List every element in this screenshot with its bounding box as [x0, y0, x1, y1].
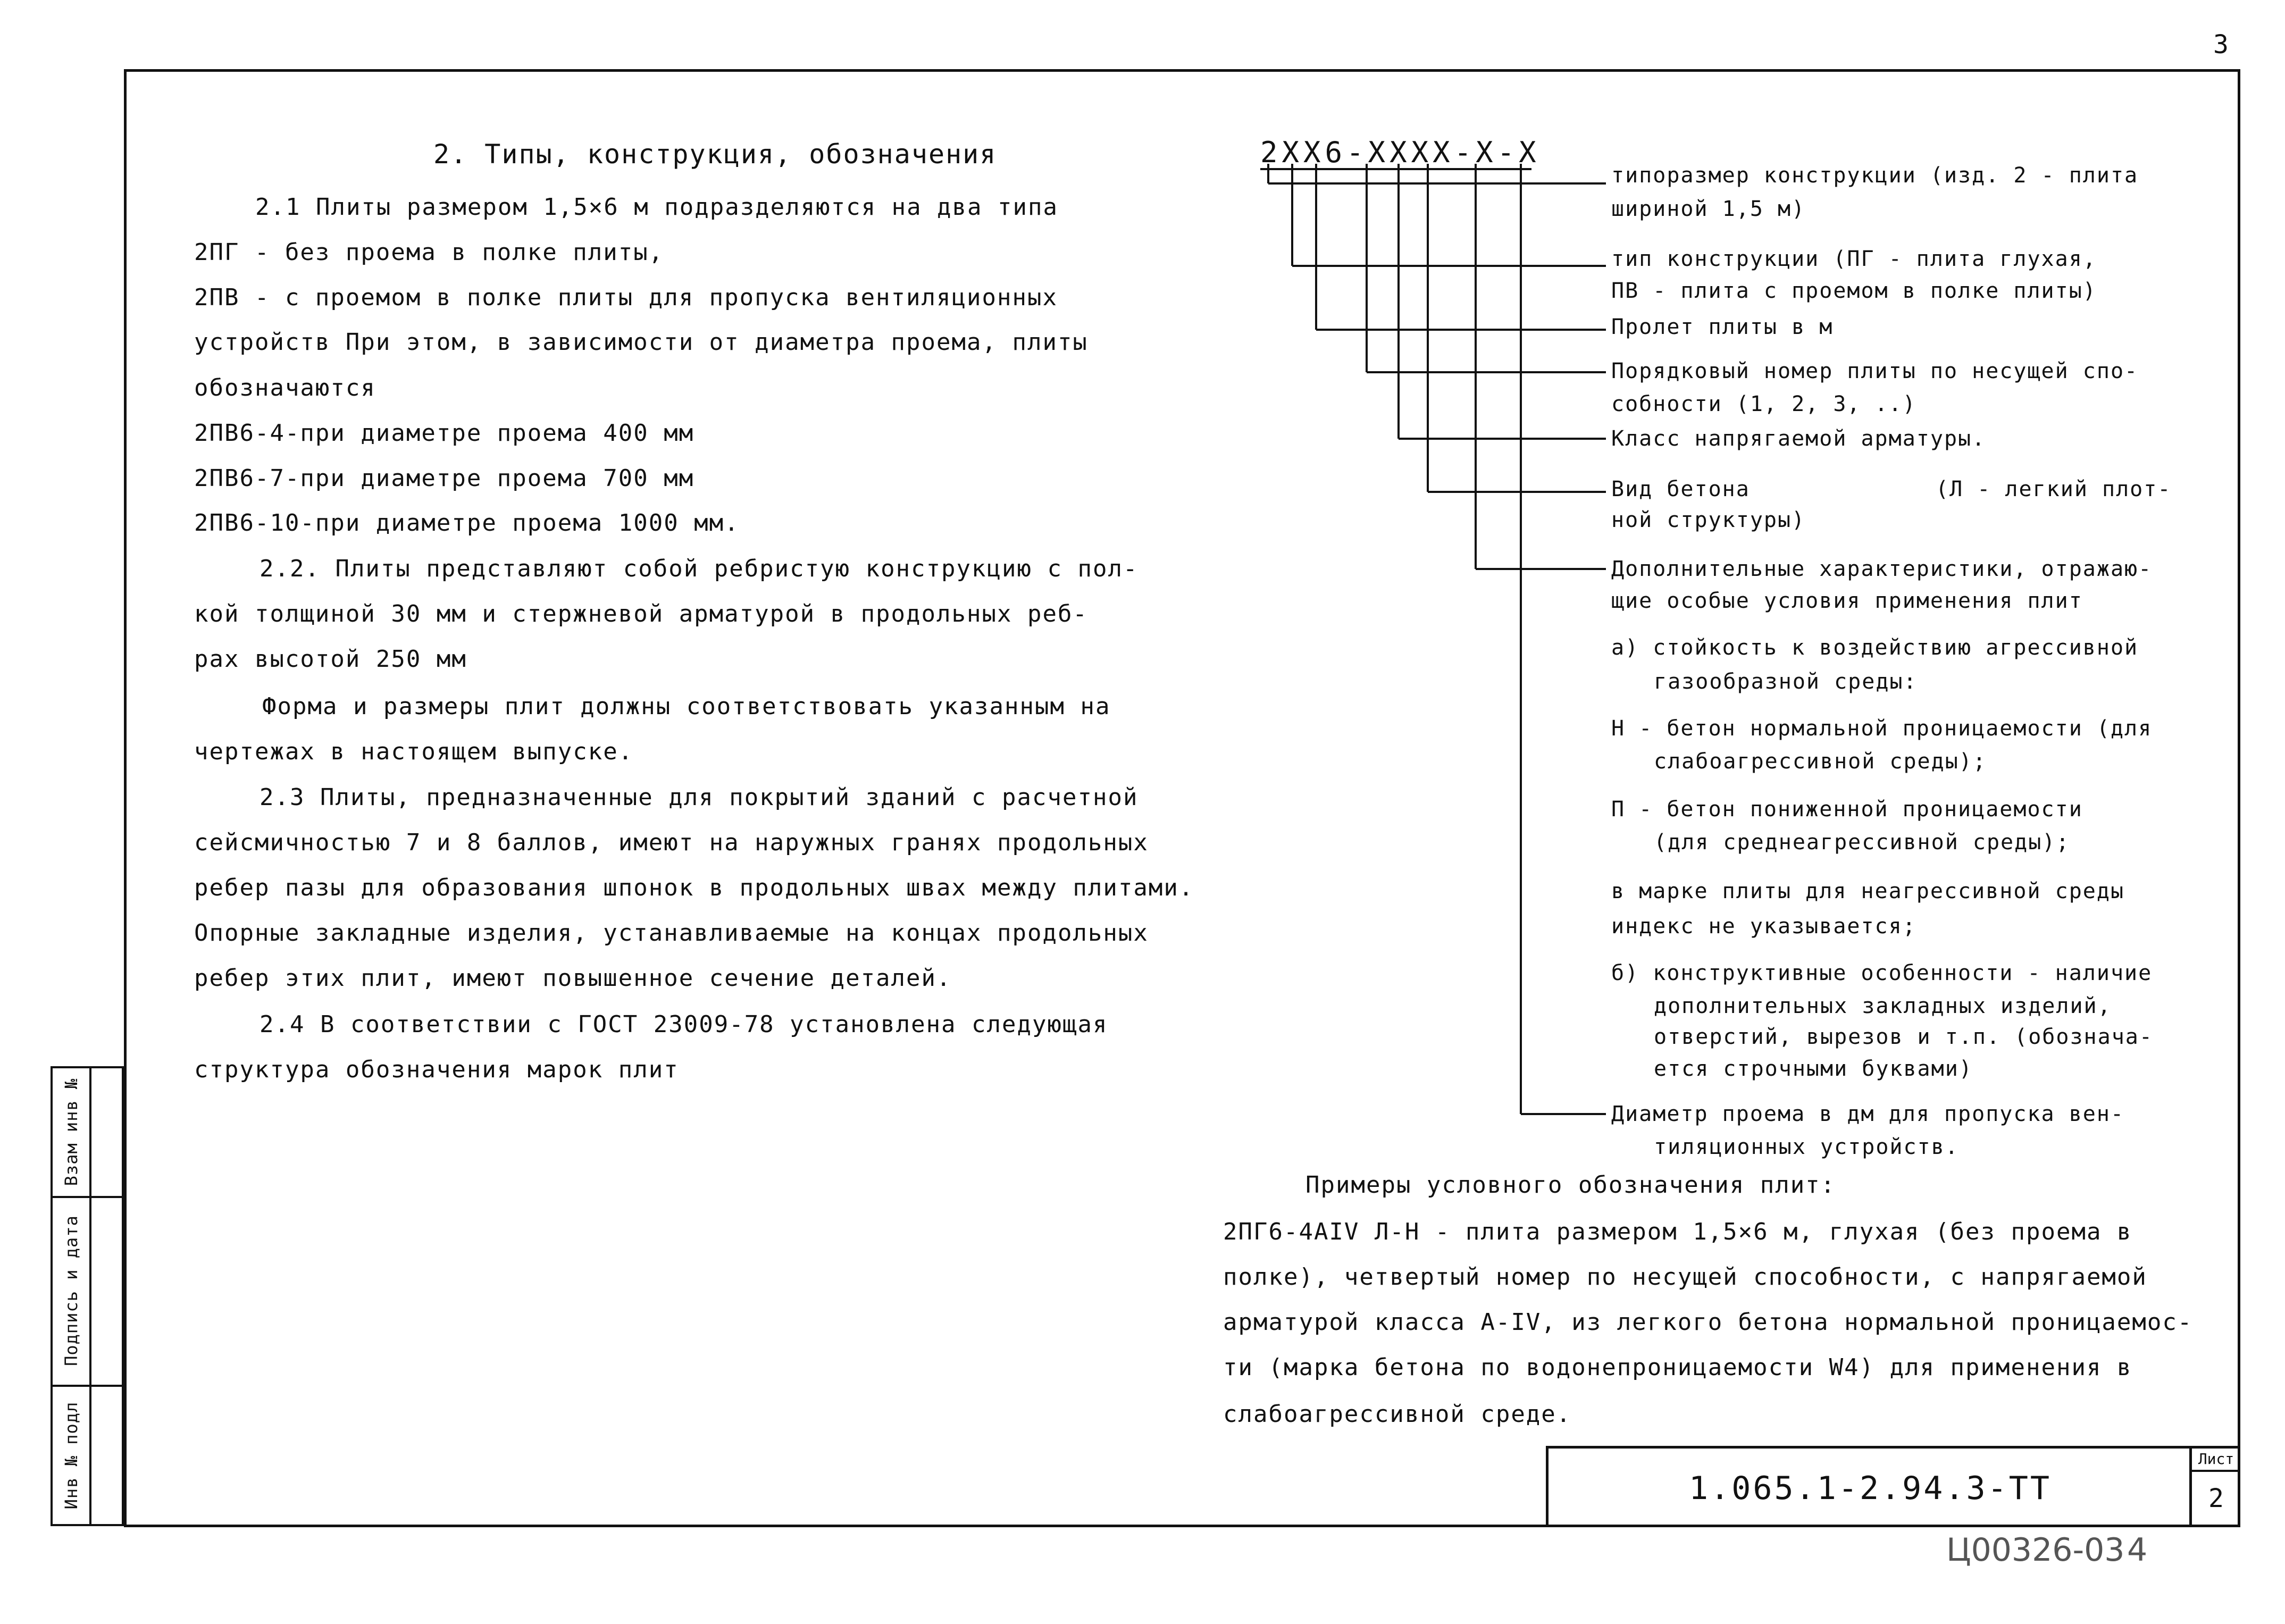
legend-line: индекс не указывается; — [1611, 914, 1916, 939]
section-title: 2. Типы, конструкция, обозначения — [433, 139, 997, 170]
paragraph-line: 2.4 В соответствии с ГОСТ 23009-78 установлена следующая — [260, 1011, 1108, 1038]
legend-line: б) конструктивные особенности - наличие — [1611, 961, 2153, 985]
legend-line: тип конструкции (ПГ - плита глухая, — [1611, 247, 2097, 271]
sheet-number: 2 — [2208, 1484, 2224, 1513]
footer-code: Ц00326-03 — [1946, 1531, 2125, 1569]
legend-line: ной структуры) — [1611, 508, 1806, 532]
document-code: 1.065.1-2.94.3-ТТ — [1688, 1470, 2052, 1507]
paragraph-line: 2.3 Плиты, предназначенные для покрытий зданий с расчетной — [260, 784, 1139, 811]
sheet-label: Лист — [2192, 1449, 2240, 1472]
inv-no-orig-label: Инв № подл — [61, 1401, 81, 1510]
example-line: ти (марка бетона по водонепроницаемости W4) для применения в — [1223, 1354, 2132, 1381]
examples-heading: Примеры условного обозначения плит: — [1305, 1171, 1836, 1199]
legend-line: (для среднеагрессивной среды); — [1654, 830, 2070, 855]
paragraph-line: 2ПВ - с проемом в полке плиты для пропуска вентиляционных — [194, 284, 1058, 311]
page-number: 3 — [2213, 30, 2230, 60]
paragraph-line: структура обозначения марок плит — [194, 1056, 679, 1083]
paragraph-line: 2ПВ6-7-при диаметре проема 700 мм — [194, 465, 694, 492]
legend-line: газообразной среды: — [1654, 669, 1918, 694]
example-line: арматурой класса А-IV, из легкого бетона нормальной проницаемос- — [1223, 1309, 2193, 1336]
paragraph-line: 2ПВ6-4-при диаметре проема 400 мм — [194, 420, 694, 447]
sheet-box — [2189, 1449, 2240, 1527]
legend-line: П - бетон пониженной проницаемости — [1611, 797, 2083, 822]
legend-line: а) стойкость к воздействию агрессивной — [1611, 635, 2139, 660]
designation-leader-lines — [1223, 160, 1627, 1127]
legend-line: (Л - легкий плот- — [1936, 477, 2172, 501]
legend-line: дополнительных закладных изделий, — [1654, 994, 2112, 1018]
legend-line: Дополнительные характеристики, отражаю- — [1611, 557, 2153, 581]
paragraph-line: 2ПВ6-10-при диаметре проема 1000 мм. — [194, 509, 740, 537]
paragraph-line: 2.1 Плиты размером 1,5×6 м подразделяются на два типа — [255, 194, 1058, 221]
legend-line: в марке плиты для неагрессивной среды — [1611, 879, 2125, 903]
paragraph-line: сейсмичностью 7 и 8 баллов, имеют на наружных гранях продольных — [194, 829, 1149, 856]
legend-line: отверстий, вырезов и т.п. (обознача- — [1654, 1025, 2153, 1049]
legend-line: ПВ - плита с проемом в полке плиты) — [1611, 279, 2097, 303]
paragraph-line: чертежах в настоящем выпуске. — [194, 738, 634, 765]
designation-code: 2ХХ6-ХХХХ-Х-Х — [1260, 136, 1541, 169]
example-line: полке), четвертый номер по несущей способности, с напрягаемой — [1223, 1263, 2147, 1291]
legend-line: Диаметр проема в дм для пропуска вен- — [1611, 1102, 2125, 1126]
legend-line: Порядковый номер плиты по несущей спо- — [1611, 359, 2139, 383]
paragraph-line: обозначаются — [194, 374, 376, 401]
legend-line: тиляционных устройств. — [1654, 1135, 1959, 1159]
vzam-inv-label: Взам инв № — [61, 1078, 81, 1186]
paragraph-line: рах высотой 250 мм — [194, 646, 467, 673]
paragraph-line: 2ПГ - без проема в полке плиты, — [194, 239, 664, 266]
paragraph-line: Форма и размеры плит должны соответствовать указанным на — [262, 693, 1111, 720]
legend-line: Н - бетон нормальной проницаемости (для — [1611, 716, 2153, 741]
paragraph-line: 2.2. Плиты представляют собой ребристую конструкцию с пол- — [260, 555, 1139, 582]
legend-line: слабоагрессивной среды); — [1654, 749, 1987, 774]
legend-line: Класс напрягаемой арматуры. — [1611, 426, 1986, 451]
legend-line: Пролет плиты в м — [1611, 315, 1834, 339]
legend-line: щие особые условия применения плит — [1611, 589, 2083, 613]
legend-line: собности (1, 2, 3, ..) — [1611, 392, 1916, 416]
paragraph-line: кой толщиной 30 мм и стержневой арматурой в продольных реб- — [194, 600, 1088, 627]
legend-line: Вид бетона — [1611, 477, 1750, 501]
paragraph-line: ребер пазы для образования шпонок в продольных швах между плитами. — [194, 874, 1194, 901]
legend-line: типоразмер конструкции (изд. 2 - плита — [1611, 163, 2139, 188]
paragraph-line: ребер этих плит, имеют повышенное сечение деталей. — [194, 965, 952, 992]
legend-line: ется строчными буквами) — [1654, 1057, 1973, 1081]
side-stamp — [51, 1066, 124, 1526]
legend-line: шириной 1,5 м) — [1611, 197, 1806, 221]
title-block — [1546, 1446, 2240, 1527]
signature-date-label: Подпись и дата — [61, 1215, 81, 1366]
footer-page: 4 — [2127, 1531, 2149, 1569]
example-line: слабоагрессивной среде. — [1223, 1401, 1572, 1428]
paragraph-line: устройств При этом, в зависимости от диаметра проема, плиты — [194, 329, 1088, 356]
paragraph-line: Опорные закладные изделия, устанавливаемые на концах продольных — [194, 919, 1149, 947]
example-line: 2ПГ6-4АIV Л-Н - плита размером 1,5×6 м, глухая (без проема в — [1223, 1218, 2132, 1245]
